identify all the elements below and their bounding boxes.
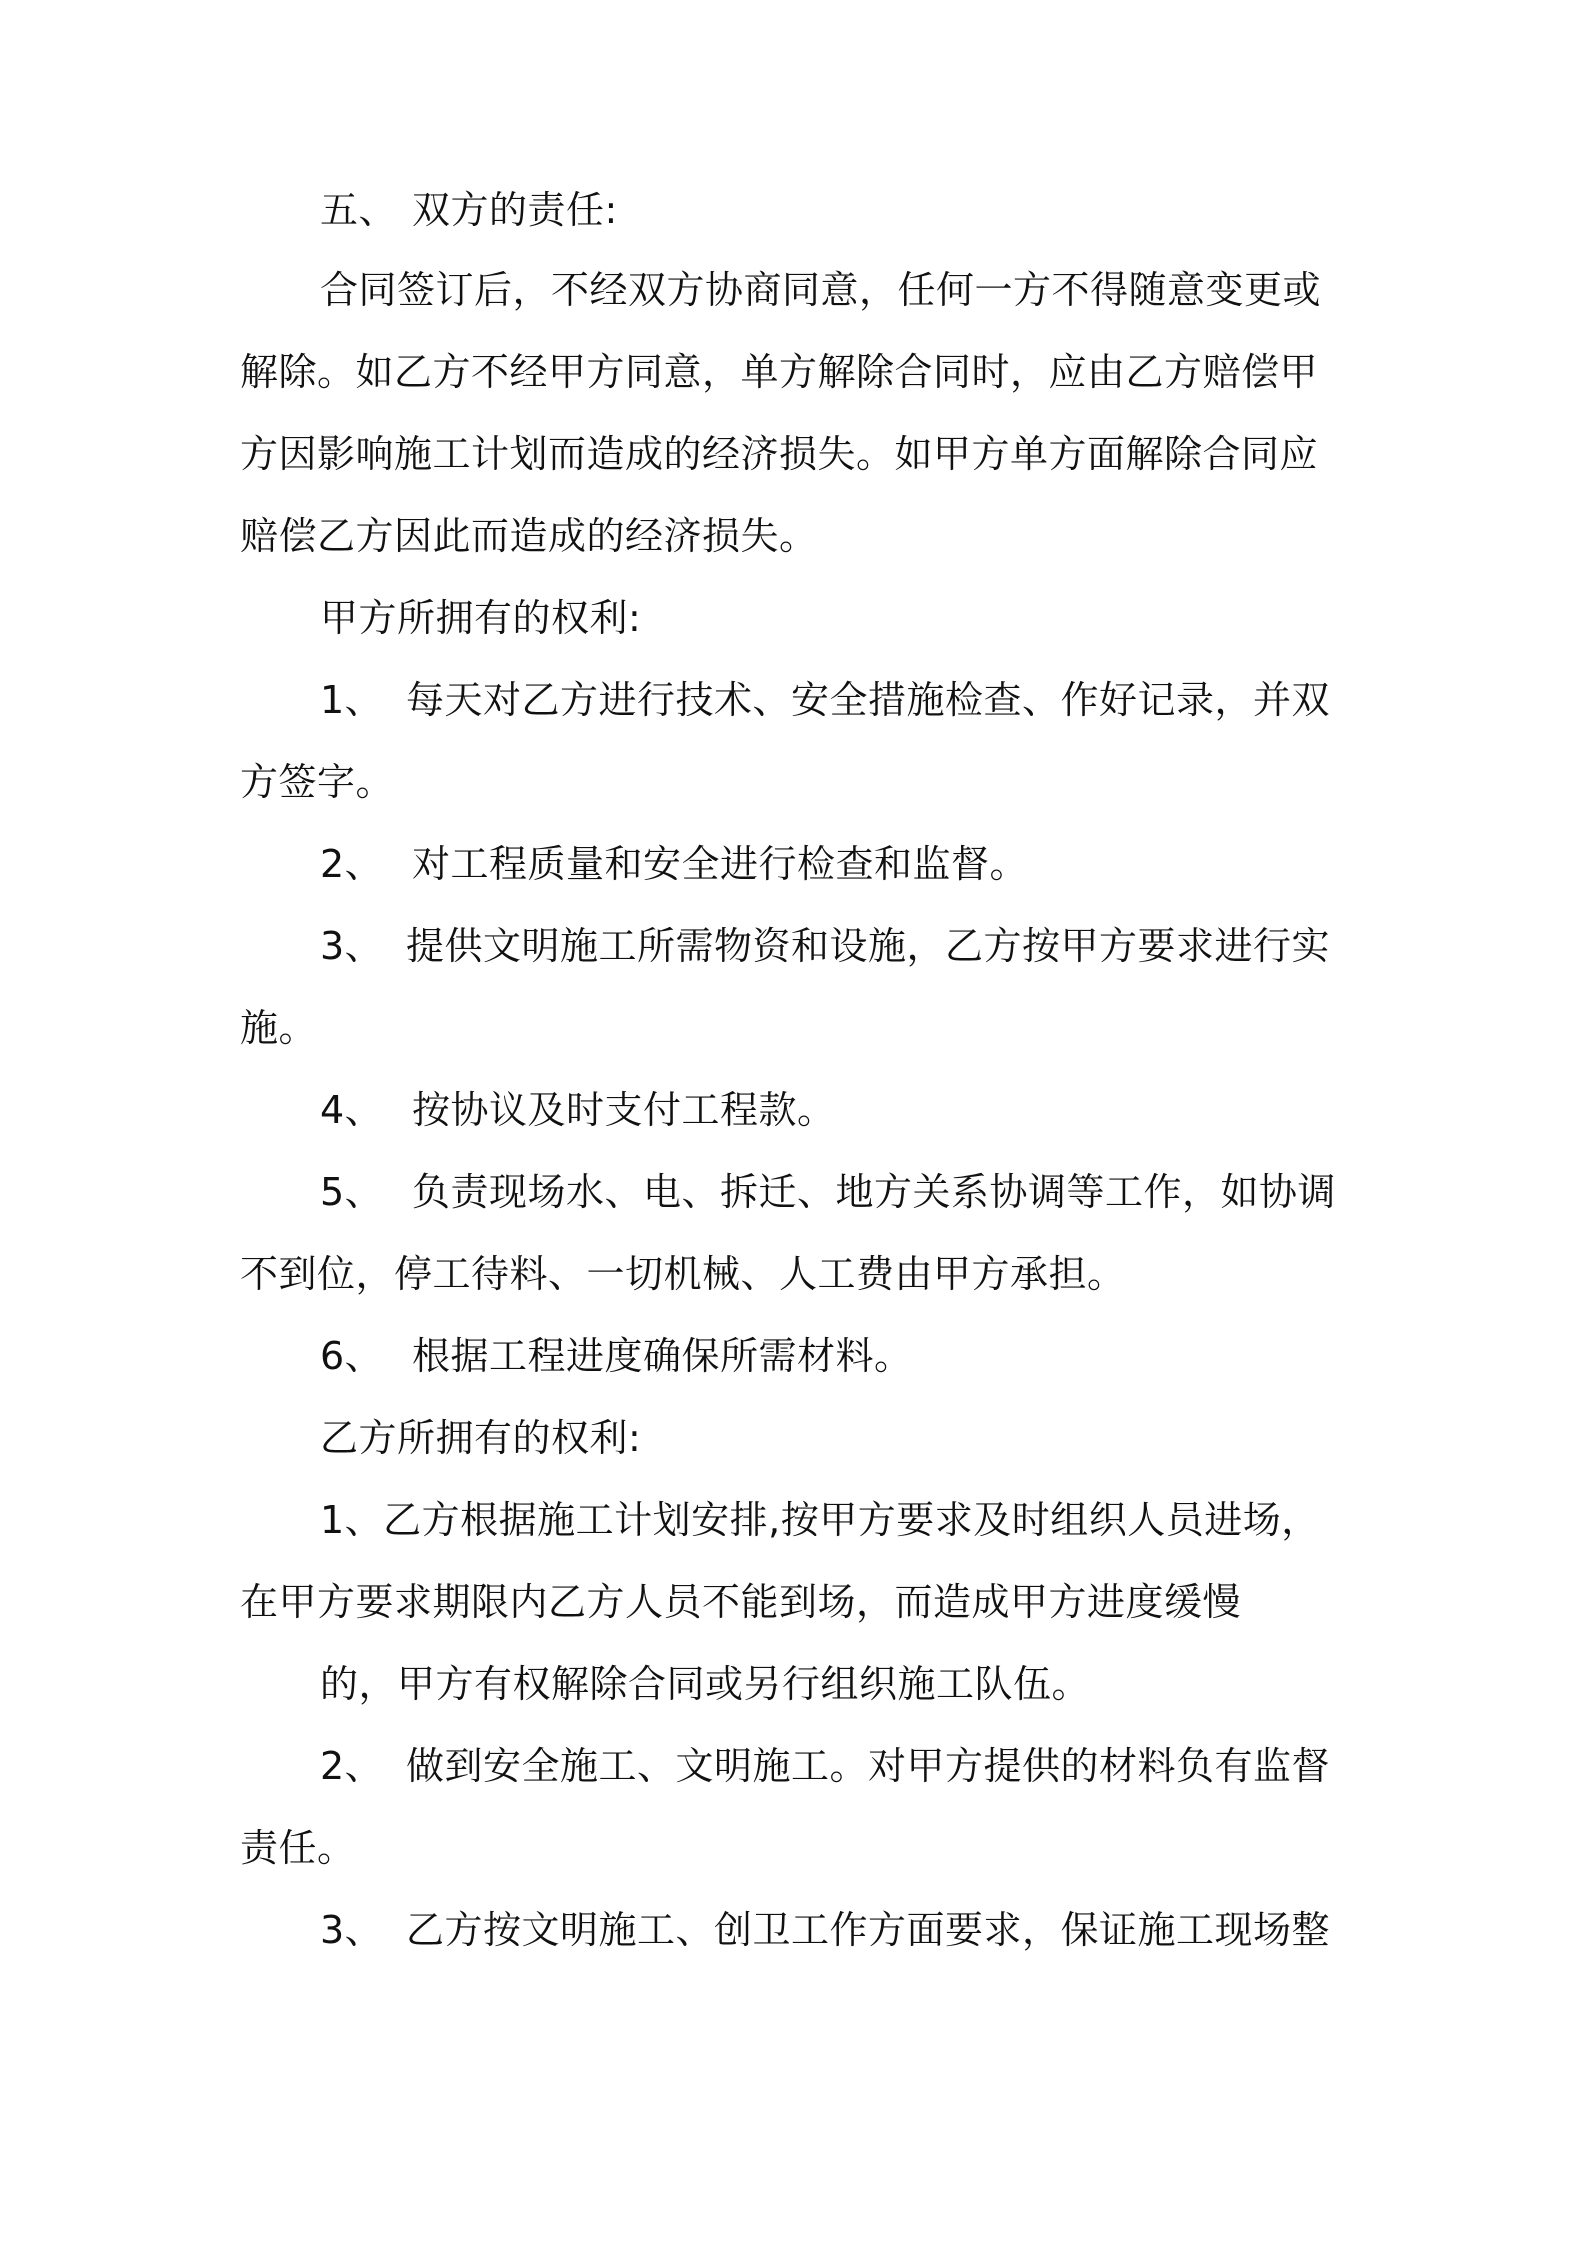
item-text: 按协议及时支付工程款。 [412,1088,836,1132]
item-text: 负责现场水、电、拆迁、地方关系协调等工作，如协调 [412,1170,1337,1214]
item-number: 2、 [320,1744,384,1788]
party-a-rights-heading: 甲方所拥有的权利: [320,596,642,640]
item-continuation: 的，甲方有权解除合同或另行组织施工队伍。 [320,1662,1091,1706]
intro-line: 解除。如乙方不经甲方同意，单方解除合同时，应由乙方赔偿甲 [240,350,1319,394]
party-a-item-1 [320,674,1330,726]
item-text: 对工程质量和安全进行检查和监督。 [412,842,1029,886]
party-b-item-3 [320,1904,1330,1956]
party-b-item-1: 1、乙方根据施工计划安排,按甲方要求及时组织人员进场， [320,1498,1320,1542]
item-text: 做到安全施工、文明施工。对甲方提供的材料负有监督 [406,1744,1331,1788]
item-continuation: 在甲方要求期限内乙方人员不能到场，而造成甲方进度缓慢 [240,1580,1242,1624]
item-continuation: 施。 [240,1006,318,1050]
intro-line: 赔偿乙方因此而造成的经济损失。 [240,514,818,558]
item-number: 6、 [320,1334,384,1378]
item-number: 3、 [320,924,384,968]
intro-line: 合同签订后，不经双方协商同意，任何一方不得随意变更或 [320,268,1322,312]
item-text: 每天对乙方进行技术、安全措施检查、作好记录，并双 [406,678,1331,722]
party-a-item-2 [320,838,1028,890]
item-text: 根据工程进度确保所需材料。 [412,1334,913,1378]
party-a-item-3 [320,920,1330,972]
item-number: 5、 [320,1170,384,1214]
item-number: 2、 [320,842,384,886]
item-text: 提供文明施工所需物资和设施，乙方按甲方要求进行实 [406,924,1331,968]
party-a-item-6 [320,1330,913,1382]
item-number: 3、 [320,1908,384,1952]
section-title: 双方的责任: [412,188,618,232]
item-number: 4、 [320,1088,384,1132]
party-b-item-2 [320,1740,1330,1792]
party-a-item-5 [320,1166,1336,1218]
item-text: 乙方按文明施工、创卫工作方面要求，保证施工现场整 [406,1908,1331,1952]
intro-line: 方因影响施工计划而造成的经济损失。如甲方单方面解除合同应 [240,432,1319,476]
item-continuation: 不到位，停工待料、一切机械、人工费由甲方承担。 [240,1252,1126,1296]
party-a-item-4 [320,1084,836,1136]
section-heading [320,184,618,236]
item-number: 1、 [320,678,384,722]
section-number: 五、 [320,188,398,232]
party-b-rights-heading: 乙方所拥有的权利: [320,1416,642,1460]
item-continuation: 方签字。 [240,760,395,804]
item-continuation: 责任。 [240,1826,356,1870]
